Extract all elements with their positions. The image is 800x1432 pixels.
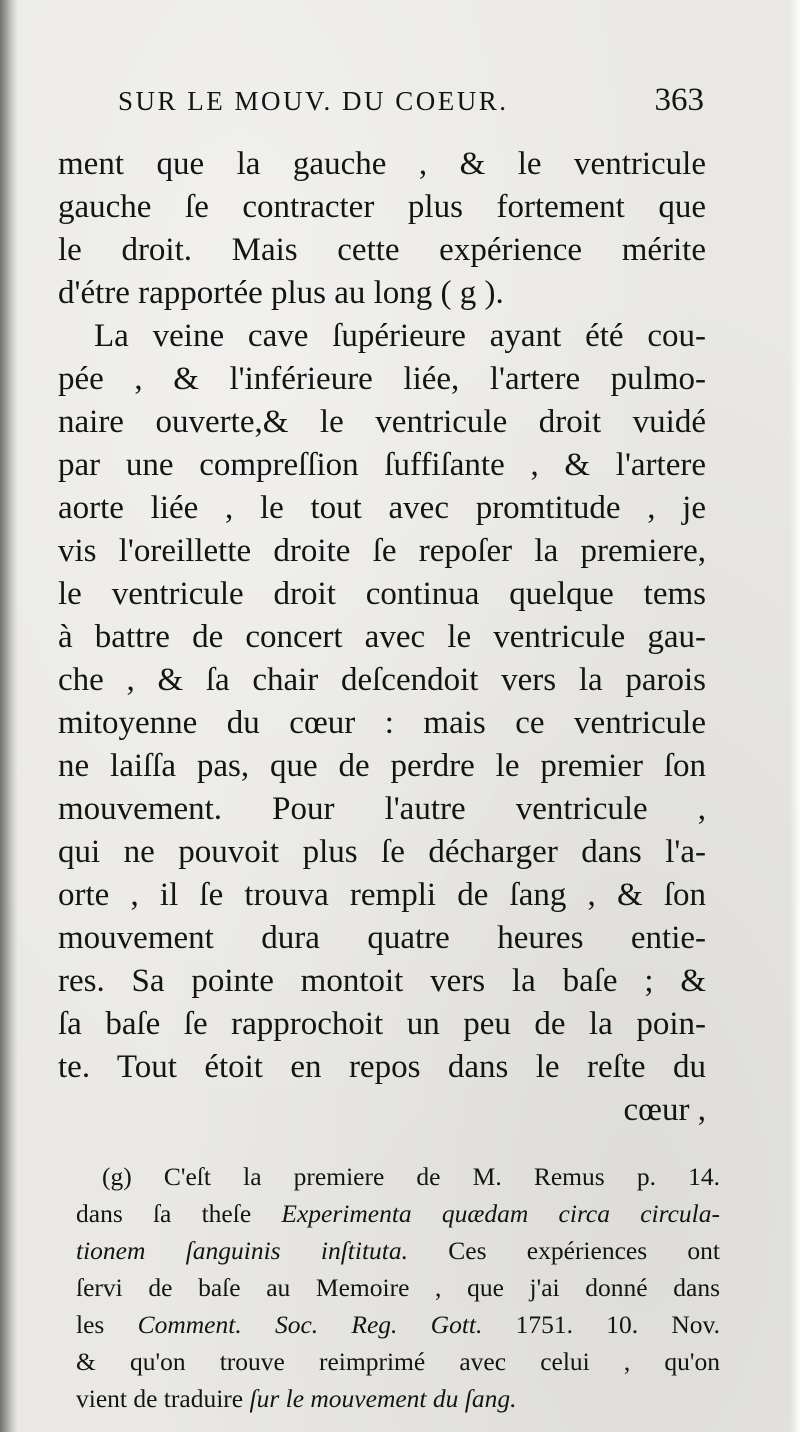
- footnote-line-5-suffix: 1751. 10. Nov.: [482, 1310, 721, 1339]
- body-text: [58, 143, 706, 1132]
- text-line-16: mouvement. Pour l'autre ventricule ,: [58, 791, 706, 827]
- footnote-line-7-italic: ſur le mouvement du ſang.: [249, 1384, 517, 1413]
- footnote-line-5: [76, 1306, 720, 1343]
- text-line-9: aorte liée , le tout avec promtitude , je: [58, 490, 706, 526]
- text-line-14: mitoyenne du cœur : mais ce ventricule: [58, 705, 706, 741]
- text-line-21: ſa baſe ſe rapprochoit un peu de la poin-: [58, 1006, 706, 1042]
- page-number: 363: [654, 82, 704, 118]
- footnote-line-2-italic: Experimenta quædam circa circula-: [281, 1199, 721, 1228]
- footnote-line-2-roman: dans ſa theſe: [76, 1199, 282, 1228]
- text-line-12: à battre de concert avec le ventricule gau-: [58, 619, 706, 655]
- catchword: cœur ,: [623, 1092, 706, 1128]
- text-line-2: gauche ſe contracter plus fortement que: [58, 189, 706, 225]
- footnote-line-7-roman: vient de traduire: [76, 1384, 250, 1413]
- text-line-19: mouvement dura quatre heures entie-: [58, 920, 706, 956]
- text-line-15: ne laiſſa pas, que de perdre le premier ſon: [58, 748, 706, 784]
- text-line-17: qui ne pouvoit plus ſe décharger dans l'a-: [58, 834, 706, 870]
- text-line-3: le droit. Mais cette expérience mérite: [58, 232, 706, 268]
- text-line-5: La veine cave ſupérieure ayant été cou-: [94, 318, 706, 354]
- footnote-line-3-roman: Ces expériences ont: [408, 1236, 720, 1265]
- footnote: [76, 1158, 720, 1417]
- text-line-6: pée , & l'inférieure liée, l'artere pulmo-: [58, 361, 706, 397]
- page-edge: [790, 0, 800, 1432]
- text-line-8: par une compreſſion ſuffiſante , & l'artere: [58, 447, 706, 483]
- text-line-4: d'étre rapportée plus au long ( g ).: [58, 275, 504, 311]
- footnote-line-3: [76, 1232, 720, 1269]
- page-header: [118, 82, 708, 126]
- text-line-10: vis l'oreillette droite ſe repoſer la premiere,: [58, 533, 706, 569]
- text-line-7: naire ouverte,& le ventricule droit vuidé: [58, 404, 706, 440]
- footnote-line-4: ſervi de baſe au Memoire , que j'ai donné dans: [76, 1273, 720, 1302]
- page-gutter-shadow: [0, 0, 18, 1432]
- text-line-11: le ventricule droit continua quelque tems: [58, 576, 706, 612]
- footnote-line-5-italic: Comment. Soc. Reg. Gott.: [137, 1310, 483, 1339]
- text-line-1: ment que la gauche , & le ventricule: [58, 146, 706, 182]
- footnote-line-1: (g) C'eſt la premiere de M. Remus p. 14.: [102, 1162, 720, 1191]
- footnote-line-2: [76, 1195, 720, 1232]
- footnote-line-5-roman: les: [76, 1310, 138, 1339]
- text-line-20: res. Sa pointe montoit vers la baſe ; &: [58, 963, 706, 999]
- text-line-13: che , & ſa chair deſcendoit vers la parois: [58, 662, 706, 698]
- footnote-line-3-italic: tionem ſanguinis inſtituta.: [76, 1236, 409, 1265]
- text-line-22: te. Tout étoit en repos dans le reſte du: [58, 1049, 706, 1085]
- running-head: SUR LE MOUV. DU COEUR.: [118, 86, 509, 116]
- footnote-line-7: [76, 1380, 720, 1417]
- text-line-18: orte , il ſe trouva rempli de ſang , & ſon: [58, 877, 706, 913]
- footnote-line-6: & qu'on trouve reimprimé avec celui , qu'on: [76, 1347, 720, 1376]
